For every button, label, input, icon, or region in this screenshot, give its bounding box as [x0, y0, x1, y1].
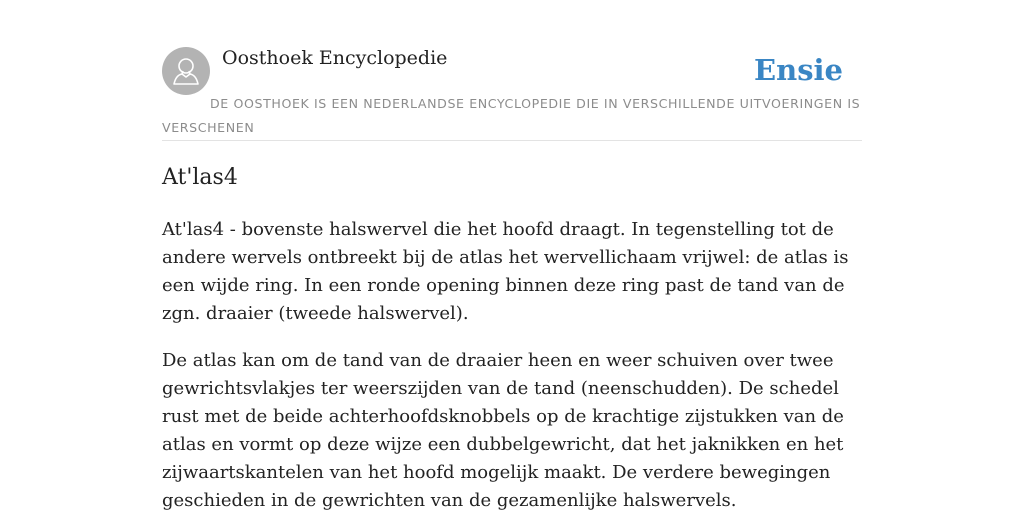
article-title: At'las4	[162, 165, 238, 190]
site-tagline: DE OOSTHOEK IS EEN NEDERLANDSE ENCYCLOPEDIE DIE IN VERSCHILLENDE UITVOERINGEN IS VERSCHENEN	[162, 96, 861, 135]
article-body	[162, 216, 862, 512]
article	[162, 160, 862, 511]
brand-logo-link[interactable]: Ensie	[754, 53, 843, 87]
site-name[interactable]: Oosthoek Encyclopedie	[222, 47, 448, 69]
article-paragraph: De atlas kan om de tand van de draaier heen en weer schuiven over twee gewrichtsvlakjes ter weerszijden van de tand (neenschudden). De schedel rust met de beide achterhoofdsknobbels op de krachtige zijstukken van de atlas en vormt op deze wijze een dubbelgewricht, dat het jaknikken en het zijwaartskantelen van het hoofd mogelijk maakt. De verdere bewegingen geschieden in de gewrichten van de gezamenlijke halswervels.	[162, 350, 844, 511]
user-silhouette-icon[interactable]	[162, 47, 210, 95]
article-paragraph: At'las4 - bovenste halswervel die het hoofd draagt. In tegenstelling tot de andere wervels ontbreekt bij de atlas het wervellichaam vrijwel: de atlas is een wijde ring. In een ronde opening binnen deze ring past de tand van de zgn. draaier (tweede halswervel).	[162, 219, 849, 324]
site-header	[162, 46, 862, 141]
